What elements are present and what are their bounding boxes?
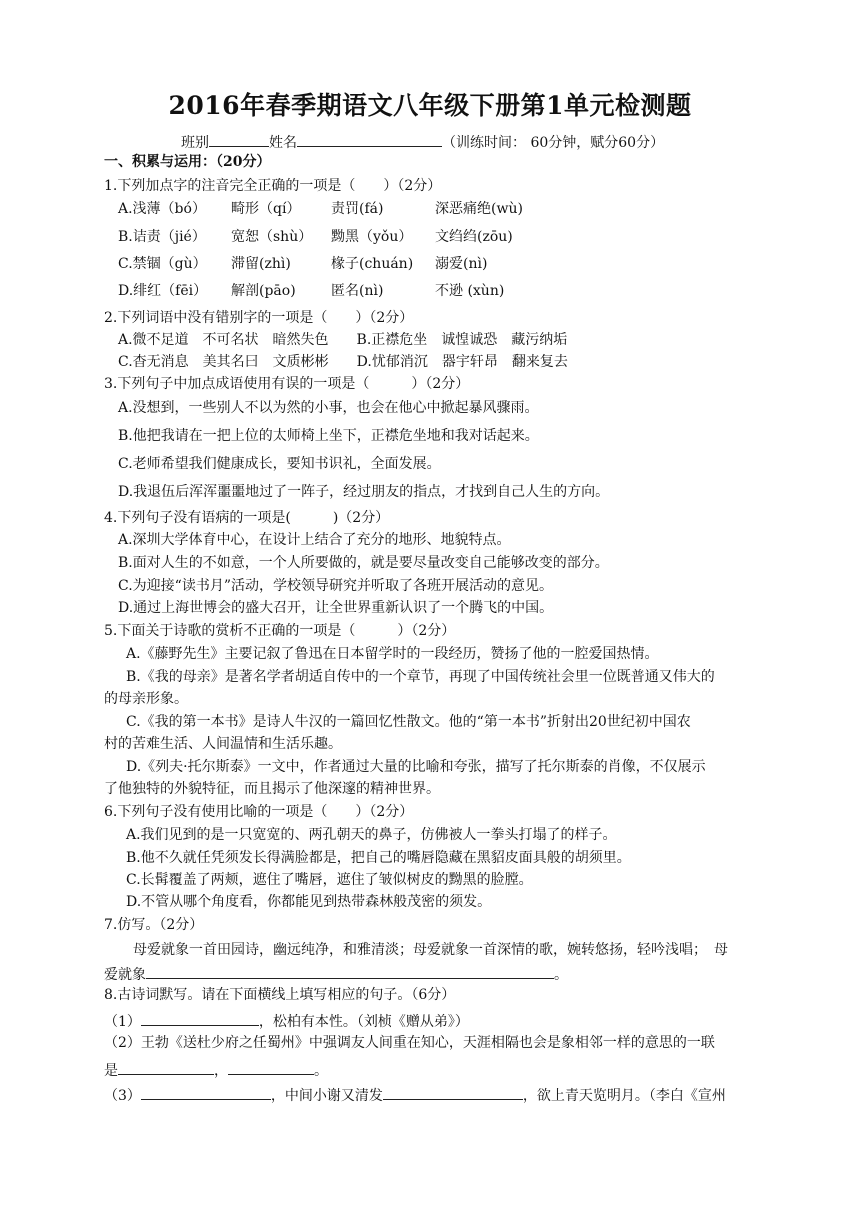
question-8-part-3	[104, 1083, 726, 1106]
q8-p2-blank-1[interactable]	[118, 1058, 214, 1075]
question-4-option-a: A.深圳大学体育中心，在设计上结合了充分的地形、地貌特点。	[118, 532, 511, 548]
question-5-option-c-line1: C.《我的第一本书》是诗人牛汉的一篇回忆性散文。他的“第一本书”折射出20世纪初中国农	[126, 714, 691, 730]
q1-d-2: 解剖(pāo)	[231, 283, 296, 299]
q1-d-1: D.绯红（fēi）	[118, 283, 208, 299]
question-6-option-a: A.我们见到的是一只宽宽的、两孔朝天的鼻子，仿佛被人一拳头打塌了的样子。	[126, 827, 617, 843]
question-2-stem: 2.下列词语中没有错别字的一项是（ ）（2分）	[104, 310, 414, 326]
q8-p1-suffix: ，松柏有本性。（刘桢《赠从弟》）	[258, 1014, 469, 1030]
q8-p2-blank-2[interactable]	[228, 1058, 314, 1075]
q1-b-4: 文绉绉(zōu)	[435, 229, 513, 245]
name-label: 姓名	[269, 135, 297, 151]
q8-p1-blank[interactable]	[141, 1009, 259, 1026]
question-1-stem: 1.下列加点字的注音完全正确的一项是（ ）（2分）	[104, 178, 442, 194]
page-title: 2016年春季期语文八年级下册第1单元检测题	[168, 91, 692, 120]
q7-line2-prefix: 爱就象	[104, 967, 146, 983]
name-blank[interactable]	[297, 130, 442, 147]
q7-line2-suffix: 。	[554, 967, 568, 983]
question-1-option-a	[118, 199, 523, 219]
q8-p2-mid: ，	[214, 1063, 228, 1079]
question-1-option-d	[118, 281, 504, 301]
question-2-options-cd: C.杳无消息 美其名曰 文质彬彬 D.忧郁消沉 器宇轩昂 翻来复去	[118, 354, 568, 370]
q1-d-4: 不逊 (xùn)	[435, 283, 505, 299]
q7-answer-blank[interactable]	[146, 962, 554, 979]
q1-b-1: B.诘责（jié）	[118, 229, 206, 245]
q1-b-3: 黝黑（yǒu）	[331, 229, 413, 245]
question-5-option-b-line1: B.《我的母亲》是著名学者胡适自传中的一个章节，再现了中国传统社会里一位既普通又伟大的	[126, 669, 715, 685]
question-2-options-ab: A.微不足道 不可名状 暗然失色 B.正襟危坐 诚惶诚恐 藏污纳垢	[118, 332, 568, 348]
question-1-option-b	[118, 227, 513, 247]
question-7-line2	[104, 962, 568, 985]
question-6-option-b: B.他不久就任凭须发长得满脸都是，把自己的嘴唇隐藏在黑貂皮面具般的胡须里。	[126, 850, 631, 866]
question-3-stem: 3.下列句子中加点成语使用有误的一项是（ ）（2分）	[104, 376, 470, 392]
question-3-option-a: A.没想到，一些别人不以为然的小事，也会在他心中掀起暴风骤雨。	[118, 400, 539, 416]
question-6-stem: 6.下列句子没有使用比喻的一项是（ ）（2分）	[104, 804, 414, 820]
question-5-option-c-line2: 村的苦难生活、人间温情和生活乐趣。	[104, 736, 342, 752]
question-8-stem: 8.古诗词默写。请在下面横线上填写相应的句子。（6分）	[104, 987, 456, 1003]
q8-p3-prefix: （3）	[104, 1088, 141, 1104]
q8-p3-blank-2[interactable]	[383, 1083, 523, 1100]
question-6-option-c: C.长髯覆盖了两颊，遮住了嘴唇，遮住了皱似树皮的黝黑的脸膛。	[126, 872, 533, 888]
q8-p2-prefix: 是	[104, 1063, 118, 1079]
q1-c-2: 滞留(zhì)	[231, 256, 291, 272]
q1-b-2: 宽恕（shù）	[231, 229, 313, 245]
q1-c-3: 椽子(chuán)	[331, 256, 414, 272]
question-5-option-d-line1: D.《列夫·托尔斯泰》一文中，作者通过大量的比喻和夸张，描写了托尔斯泰的肖像，不仅展示	[126, 759, 706, 775]
q1-c-4: 溺爱(nì)	[435, 256, 488, 272]
time-note: （训练时间： 60分钟，赋分60分）	[442, 135, 665, 151]
question-3-option-b: B.他把我请在一把上位的太师椅上坐下，正襟危坐地和我对话起来。	[118, 428, 539, 444]
question-4-option-b: B.面对人生的不如意，一个人所要做的，就是要尽量改变自己能够改变的部分。	[118, 555, 609, 571]
student-info-line	[181, 130, 664, 153]
question-1-option-c	[118, 254, 487, 274]
q8-p3-mid: ，中间小谢又清发	[270, 1088, 383, 1104]
question-5-option-a: A.《藤野先生》主要记叙了鲁迅在日本留学时的一段经历，赞扬了他的一腔爱国热情。	[126, 646, 659, 662]
question-7-stem: 7.仿写。（2分）	[104, 917, 204, 933]
question-5-option-d-line2: 了他独特的外貌特征，而且揭示了他深邃的精神世界。	[104, 781, 440, 797]
question-4-option-d: D.通过上海世博会的盛大召开，让全世界重新认识了一个腾飞的中国。	[118, 600, 554, 616]
q1-a-1: A.浅薄（bó）	[118, 201, 206, 217]
question-3-option-c: C.老师希望我们健康成长，要知书识礼，全面发展。	[118, 456, 441, 472]
q1-c-1: C.禁锢（gù）	[118, 256, 207, 272]
class-label: 班别	[181, 135, 209, 151]
question-5-option-b-line2: 的母亲形象。	[104, 691, 188, 707]
question-8-part-2-line2	[104, 1058, 328, 1081]
question-3-option-d: D.我退伍后浑浑噩噩地过了一阵子，经过朋友的指点，才找到自己人生的方向。	[118, 484, 610, 500]
question-4-option-c: C.为迎接“读书月”活动，学校领导研究并听取了各班开展活动的意见。	[118, 578, 553, 594]
q8-p3-suffix: ，欲上青天览明月。（李白《宣州	[522, 1088, 726, 1104]
q8-p2-suffix: 。	[314, 1063, 328, 1079]
q1-a-2: 畸形（qí）	[231, 201, 301, 217]
q8-p3-blank-1[interactable]	[141, 1083, 271, 1100]
class-blank[interactable]	[209, 130, 269, 147]
question-8-part-1	[104, 1009, 469, 1032]
q8-p1-prefix: （1）	[104, 1014, 141, 1030]
question-5-stem: 5.下面关于诗歌的赏析不正确的一项是（ ）（2分）	[104, 623, 456, 639]
q1-a-3: 责罚(fá)	[331, 201, 384, 217]
question-4-stem: 4.下列句子没有语病的一项是( )（2分）	[104, 510, 390, 526]
q1-d-3: 匿名(nì)	[331, 283, 384, 299]
section-heading: 一、积累与运用：（20分）	[104, 154, 271, 170]
question-8-part-2-line1: （2）王勃《送杜少府之任蜀州》中强调友人间重在知心，天涯相隔也会是象相邻一样的意思的一联	[104, 1035, 715, 1051]
question-7-line1: 母爱就象一首田园诗，幽远纯净，和雅清淡；母爱就象一首深情的歌，婉转悠扬，轻吟浅唱； 母	[133, 942, 728, 958]
question-6-option-d: D.不管从哪个角度看，你都能见到热带森林般茂密的须发。	[126, 894, 492, 910]
q1-a-4: 深恶痛绝(wù)	[435, 201, 523, 217]
